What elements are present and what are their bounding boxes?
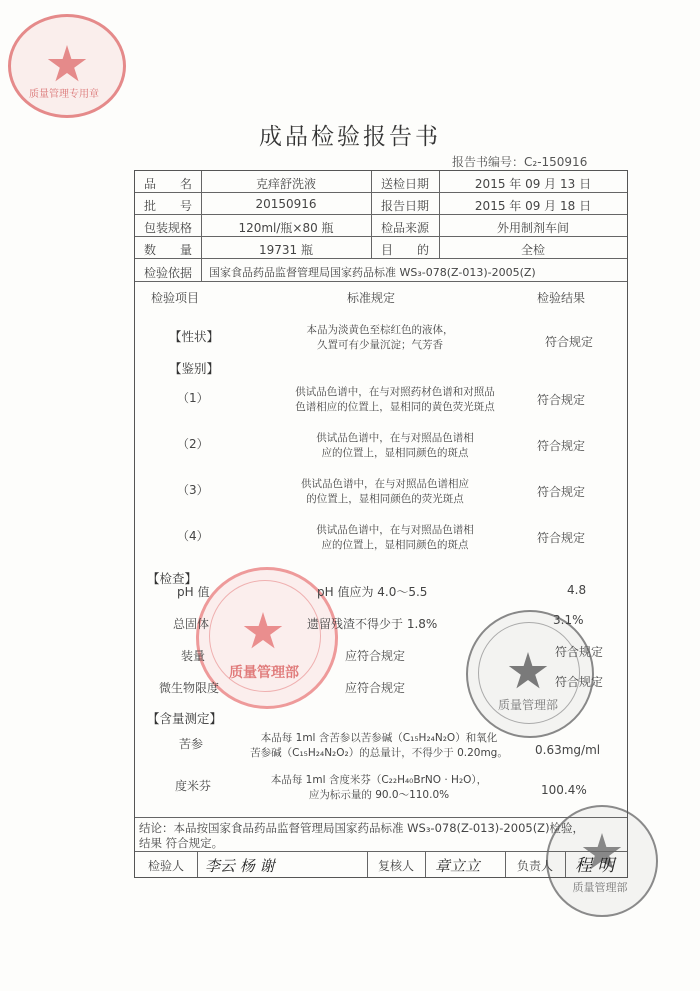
value-product-name: 克痒舒洗液 (255, 177, 316, 191)
label-quantity: 数 量 (143, 243, 192, 257)
label-product-name: 品 名 (143, 177, 192, 191)
company-seal-top-left (8, 14, 126, 118)
inspection-result: 符合规定 (555, 645, 604, 659)
identification-standard: 供试品色谱中，在与对照品色谱相应 的位置上，显相同颜色的荧光斑点 (301, 478, 469, 505)
seal-text: 质量管理部 (572, 881, 628, 894)
value-purpose: 全检 (520, 243, 545, 257)
inspector-signature: 李云 杨 谢 (205, 857, 275, 875)
appearance-result: 符合规定 (545, 335, 594, 349)
identification-result: 符合规定 (537, 485, 586, 499)
seal-text: 质量管理部 (229, 665, 299, 681)
inspection-standard: 遗留残渣不得少于 1.8% (307, 617, 438, 631)
inspection-item: pH 值 (177, 585, 210, 599)
column-header-result: 检验结果 (537, 291, 586, 305)
label-basis: 检验依据 (143, 266, 192, 280)
page-title: 成品检验报告书 (259, 124, 441, 150)
conclusion: 结论：本品按国家食品药品监督管理局国家药品标准 WS₃-078(Z-013)-2005(Z)检验， 结果 符合规定。 (139, 821, 585, 850)
star-icon (47, 45, 87, 85)
value-basis: 国家食品药品监督管理局国家药品标准 WS₃-078(Z-013)-2005(Z) (209, 266, 536, 279)
inspector-label: 检验人 (147, 859, 184, 873)
assay-standard: 本品每 1ml 含度米芬（C₂₂H₄₀BrNO · H₂O）， 应为标示量的 90.0～110.0% (270, 774, 488, 801)
assay-result: 0.63mg/ml (535, 743, 601, 757)
assay-item: 苦参 (179, 737, 204, 751)
value-batch-no: 20150916 (255, 197, 317, 211)
identification-item: （1） (177, 391, 209, 405)
inspection-item: 总固体 (173, 617, 210, 631)
seal-text: 质量管理专用章 (29, 89, 99, 100)
label-purpose: 目 的 (380, 243, 429, 257)
reviewer-signature: 章立立 (435, 857, 481, 875)
label-report-date: 报告日期 (380, 199, 429, 213)
identification-item: （2） (177, 437, 209, 451)
identification-standard: 供试品色谱中，在与对照药材色谱和对照品 色谱相应的位置上，显相同的黄色荧光斑点 (295, 386, 495, 413)
assay-standard: 本品每 1ml 含苦参以苦参碱（C₁₅H₂₄N₂O）和氧化 苦参碱（C₁₅H₂₄N₂O₂）的总量计，不得少于 0.20mg。 (250, 732, 508, 759)
report-table (134, 170, 628, 878)
inspection-item: 微生物限度 (159, 681, 220, 695)
column-header-standard: 标准规定 (347, 291, 396, 305)
responsible-label: 负责人 (516, 859, 553, 873)
inspection-standard: 应符合规定 (345, 681, 406, 695)
responsible-signature: 程 明 (575, 856, 615, 876)
value-package-spec: 120ml/瓶×80 瓶 (238, 221, 334, 235)
identification-result: 符合规定 (537, 439, 586, 453)
section-appearance: 【性状】 (169, 329, 220, 344)
identification-item: （4） (177, 529, 209, 543)
assay-item: 度米芬 (175, 779, 212, 793)
report-number: 报告书编号：C₂-150916 (452, 155, 588, 169)
identification-item: （3） (177, 483, 209, 497)
inspection-result: 3.1% (553, 613, 584, 627)
column-header-item: 检验项目 (151, 291, 200, 305)
value-sample-source: 外用制剂车间 (496, 221, 569, 235)
inspection-standard: 应符合规定 (345, 649, 406, 663)
label-package-spec: 包装规格 (143, 221, 192, 235)
identification-result: 符合规定 (537, 531, 586, 545)
inspection-result: 4.8 (567, 583, 587, 597)
value-report-date: 2015 年 09 月 18 日 (474, 199, 592, 213)
section-identification: 【鉴别】 (169, 361, 220, 376)
reviewer-label: 复核人 (377, 859, 414, 873)
assay-result: 100.4% (541, 783, 587, 797)
label-sample-source: 检品来源 (380, 221, 429, 235)
inspection-standard: pH 值应为 4.0～5.5 (317, 585, 428, 599)
appearance-standard: 本品为淡黄色至棕红色的液体， 久置可有少量沉淀；气芳香 (306, 324, 454, 351)
value-submit-date: 2015 年 09 月 13 日 (474, 177, 592, 191)
value-quantity: 19731 瓶 (259, 243, 313, 257)
identification-result: 符合规定 (537, 393, 586, 407)
label-submit-date: 送检日期 (380, 177, 429, 191)
inspection-result: 符合规定 (555, 675, 604, 689)
identification-standard: 供试品色谱中，在与对照品色谱相 应的位置上，显相同颜色的斑点 (316, 524, 474, 551)
section-inspection: 【检查】 (147, 571, 198, 586)
label-batch-no: 批 号 (143, 199, 192, 213)
seal-text: 质量管理部 (497, 698, 558, 712)
identification-standard: 供试品色谱中，在与对照品色谱相 应的位置上，显相同颜色的斑点 (316, 432, 474, 459)
section-assay: 【含量测定】 (147, 711, 223, 726)
inspection-item: 装量 (181, 649, 206, 663)
